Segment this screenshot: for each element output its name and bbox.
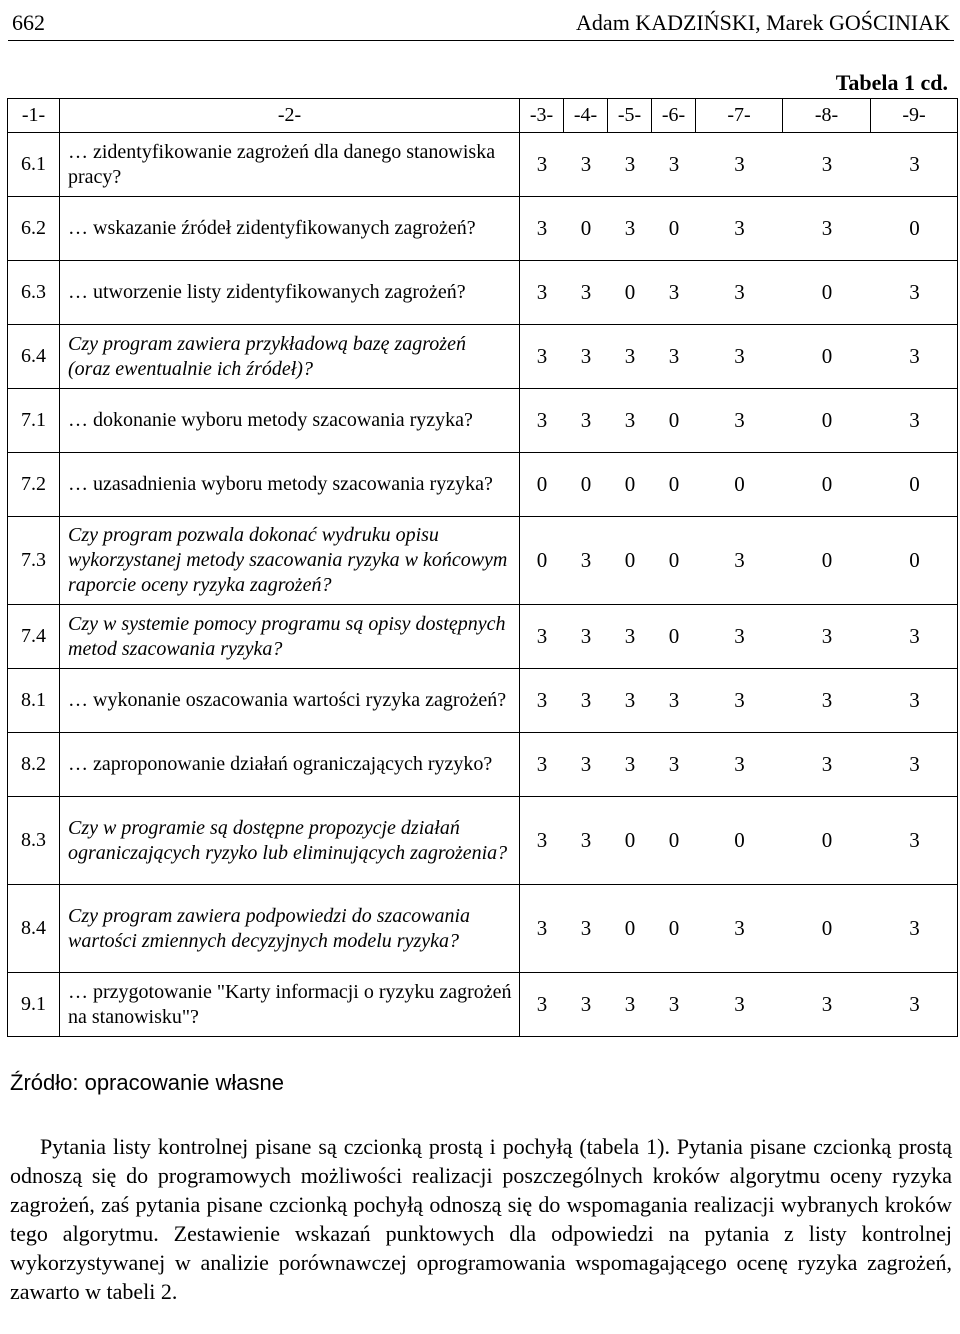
score-value: 3 bbox=[580, 152, 592, 176]
table-row bbox=[8, 733, 958, 797]
row-number: 7.1 bbox=[8, 389, 60, 453]
row-number: 6.3 bbox=[8, 261, 60, 325]
authors: Adam KADZIŃSKI, Marek GOŚCINIAK bbox=[576, 10, 950, 35]
score-value: 3 bbox=[734, 152, 745, 176]
score-value: 3 bbox=[624, 344, 636, 368]
score-value: 3 bbox=[734, 216, 745, 240]
score-value: 3 bbox=[909, 752, 920, 776]
score-value: 0 bbox=[821, 344, 833, 368]
row-number: 6.1 bbox=[8, 133, 60, 197]
table-row bbox=[8, 885, 958, 973]
score-value: 3 bbox=[580, 916, 592, 940]
page-number: 662 bbox=[12, 10, 45, 35]
score-value: 3 bbox=[734, 408, 745, 432]
score-value: 3 bbox=[668, 688, 680, 712]
score-value: 3 bbox=[536, 408, 548, 432]
question-text: Czy program zawiera przykładową bazę zagrożeń (oraz ewentualnie ich źródeł)? bbox=[60, 325, 520, 389]
score-value: 3 bbox=[821, 992, 833, 1016]
column-header: -5- bbox=[608, 99, 652, 133]
score-value: 0 bbox=[668, 624, 680, 648]
score-value: 3 bbox=[580, 624, 592, 648]
score-value: 3 bbox=[909, 280, 920, 304]
score-value: 3 bbox=[734, 992, 745, 1016]
score-value: 3 bbox=[624, 408, 636, 432]
column-header: -4- bbox=[564, 99, 608, 133]
score-value: 3 bbox=[668, 344, 680, 368]
score-value: 0 bbox=[624, 916, 636, 940]
score-value: 3 bbox=[734, 344, 745, 368]
row-number: 7.4 bbox=[8, 605, 60, 669]
score-value: 3 bbox=[536, 752, 548, 776]
column-header: -6- bbox=[652, 99, 696, 133]
row-number: 6.2 bbox=[8, 197, 60, 261]
score-value: 0 bbox=[668, 828, 680, 852]
score-cell bbox=[520, 261, 958, 325]
score-cell bbox=[520, 453, 958, 517]
score-value: 3 bbox=[624, 624, 636, 648]
score-value: 0 bbox=[624, 828, 636, 852]
score-value: 3 bbox=[821, 624, 833, 648]
score-value: 0 bbox=[668, 408, 680, 432]
table-row bbox=[8, 669, 958, 733]
score-cell bbox=[520, 517, 958, 605]
column-header: -1- bbox=[8, 99, 60, 133]
score-cell bbox=[520, 669, 958, 733]
score-value: 3 bbox=[734, 916, 745, 940]
score-value: 3 bbox=[668, 752, 680, 776]
score-value: 0 bbox=[536, 472, 548, 496]
score-cell bbox=[520, 133, 958, 197]
score-value: 3 bbox=[580, 280, 592, 304]
score-value: 0 bbox=[668, 216, 680, 240]
row-number: 6.4 bbox=[8, 325, 60, 389]
question-text: Czy w programie są dostępne propozycje działań ograniczających ryzyko lub eliminujących zagrożenia? bbox=[60, 797, 520, 885]
score-value: 3 bbox=[536, 828, 548, 852]
row-number: 8.3 bbox=[8, 797, 60, 885]
score-value: 3 bbox=[580, 344, 592, 368]
body-paragraph: Pytania listy kontrolnej pisane są czcionką prostą i pochyłą (tabela 1). Pytania pisane czcionką prostą odnoszą się do programowych możliwości realizacji poszczególnych kroków algorytmu oceny ryzyka zagrożeń, zaś pytania pisane czcionką pochyłą odnoszą się do wspomagania realizacji wybranych kroków tego algorytmu. Zestawienie wskazań punktowych dla odpowiedzi na pytania z listy kontrolnej wykorzystywanej w analizie porównawczej oprogramowania wspomagającego ocenę ryzyka zagrożeń, zawarto w tabeli 2. bbox=[10, 1134, 952, 1304]
table-row bbox=[8, 605, 958, 669]
score-value: 0 bbox=[580, 216, 592, 240]
score-value: 3 bbox=[536, 688, 548, 712]
question-text: … przygotowanie "Karty informacji o ryzyku zagrożeń na stanowisku"? bbox=[60, 973, 520, 1037]
table-row bbox=[8, 133, 958, 197]
score-value: 0 bbox=[821, 472, 833, 496]
score-value: 3 bbox=[536, 216, 548, 240]
score-value: 3 bbox=[624, 152, 636, 176]
score-value: 3 bbox=[536, 152, 548, 176]
score-value: 3 bbox=[624, 992, 636, 1016]
question-text: Czy program zawiera podpowiedzi do szacowania wartości zmiennych decyzyjnych modelu ryzyka? bbox=[60, 885, 520, 973]
table-row bbox=[8, 973, 958, 1037]
score-value: 3 bbox=[624, 216, 636, 240]
score-value: 3 bbox=[909, 152, 920, 176]
score-value: 0 bbox=[821, 548, 833, 572]
score-value: 0 bbox=[821, 280, 833, 304]
table-header-row bbox=[8, 99, 958, 133]
score-value: 3 bbox=[821, 688, 833, 712]
score-value: 3 bbox=[668, 280, 680, 304]
table-row bbox=[8, 453, 958, 517]
score-value: 3 bbox=[580, 992, 592, 1016]
score-cell bbox=[520, 197, 958, 261]
score-value: 0 bbox=[909, 472, 920, 496]
score-cell bbox=[520, 797, 958, 885]
question-text: Czy program pozwala dokonać wydruku opisu wykorzystanej metody szacowania ryzyka w końcowym raporcie oceny ryzyka zagrożeń? bbox=[60, 517, 520, 605]
question-text: … zidentyfikowanie zagrożeń dla danego stanowiska pracy? bbox=[60, 133, 520, 197]
score-cell bbox=[520, 389, 958, 453]
score-value: 3 bbox=[909, 992, 920, 1016]
column-header: -7- bbox=[696, 99, 783, 133]
score-value: 3 bbox=[909, 688, 920, 712]
score-value: 0 bbox=[624, 548, 636, 572]
score-value: 0 bbox=[909, 216, 920, 240]
column-header: -2- bbox=[60, 99, 520, 133]
score-value: 0 bbox=[821, 828, 833, 852]
checklist-table bbox=[7, 98, 958, 1037]
score-value: 3 bbox=[668, 152, 680, 176]
score-value: 0 bbox=[668, 916, 680, 940]
score-value: 3 bbox=[536, 344, 548, 368]
score-value: 3 bbox=[734, 752, 745, 776]
row-number: 7.2 bbox=[8, 453, 60, 517]
score-value: 3 bbox=[909, 408, 920, 432]
column-header: -3- bbox=[520, 99, 564, 133]
score-value: 0 bbox=[909, 548, 920, 572]
question-text: … wskazanie źródeł zidentyfikowanych zagrożeń? bbox=[60, 197, 520, 261]
score-value: 3 bbox=[821, 752, 833, 776]
score-value: 3 bbox=[734, 548, 745, 572]
source-note: Źródło: opracowanie własne bbox=[10, 1070, 284, 1095]
question-text: Czy w systemie pomocy programu są opisy dostępnych metod szacowania ryzyka? bbox=[60, 605, 520, 669]
table-row bbox=[8, 797, 958, 885]
score-value: 0 bbox=[580, 472, 592, 496]
score-value: 3 bbox=[536, 624, 548, 648]
score-value: 3 bbox=[580, 548, 592, 572]
score-value: 0 bbox=[624, 280, 636, 304]
score-value: 3 bbox=[580, 688, 592, 712]
score-value: 0 bbox=[624, 472, 636, 496]
table-row bbox=[8, 261, 958, 325]
score-value: 0 bbox=[536, 548, 548, 572]
score-value: 3 bbox=[909, 624, 920, 648]
score-value: 3 bbox=[909, 344, 920, 368]
table-row bbox=[8, 389, 958, 453]
table-caption: Tabela 1 cd. bbox=[835, 70, 948, 95]
score-value: 3 bbox=[536, 280, 548, 304]
score-value: 0 bbox=[734, 828, 745, 852]
score-value: 0 bbox=[734, 472, 745, 496]
score-cell bbox=[520, 605, 958, 669]
score-value: 3 bbox=[734, 624, 745, 648]
score-value: 0 bbox=[821, 916, 833, 940]
score-value: 3 bbox=[580, 408, 592, 432]
score-value: 0 bbox=[821, 408, 833, 432]
score-cell bbox=[520, 885, 958, 973]
row-number: 7.3 bbox=[8, 517, 60, 605]
question-text: … uzasadnienia wyboru metody szacowania ryzyka? bbox=[60, 453, 520, 517]
column-header: -8- bbox=[783, 99, 871, 133]
question-text: … wykonanie oszacowania wartości ryzyka zagrożeń? bbox=[60, 669, 520, 733]
page-header bbox=[12, 4, 950, 36]
row-number: 8.2 bbox=[8, 733, 60, 797]
question-text: … zaproponowanie działań ograniczających ryzyko? bbox=[60, 733, 520, 797]
score-value: 3 bbox=[668, 992, 680, 1016]
score-value: 3 bbox=[624, 688, 636, 712]
score-value: 3 bbox=[580, 752, 592, 776]
score-value: 3 bbox=[909, 828, 920, 852]
score-cell bbox=[520, 973, 958, 1037]
table-row bbox=[8, 325, 958, 389]
score-value: 3 bbox=[624, 752, 636, 776]
score-value: 3 bbox=[536, 992, 548, 1016]
header-rule bbox=[8, 40, 954, 41]
score-value: 3 bbox=[821, 216, 833, 240]
score-value: 3 bbox=[580, 828, 592, 852]
score-value: 3 bbox=[909, 916, 920, 940]
score-value: 3 bbox=[536, 916, 548, 940]
table-row bbox=[8, 197, 958, 261]
table-row bbox=[8, 517, 958, 605]
score-value: 3 bbox=[821, 152, 833, 176]
score-value: 3 bbox=[734, 688, 745, 712]
score-value: 0 bbox=[668, 472, 680, 496]
score-cell bbox=[520, 733, 958, 797]
question-text: … utworzenie listy zidentyfikowanych zagrożeń? bbox=[60, 261, 520, 325]
score-value: 0 bbox=[668, 548, 680, 572]
row-number: 9.1 bbox=[8, 973, 60, 1037]
column-header: -9- bbox=[871, 99, 958, 133]
row-number: 8.4 bbox=[8, 885, 60, 973]
row-number: 8.1 bbox=[8, 669, 60, 733]
question-text: … dokonanie wyboru metody szacowania ryzyka? bbox=[60, 389, 520, 453]
score-value: 3 bbox=[734, 280, 745, 304]
score-cell bbox=[520, 325, 958, 389]
